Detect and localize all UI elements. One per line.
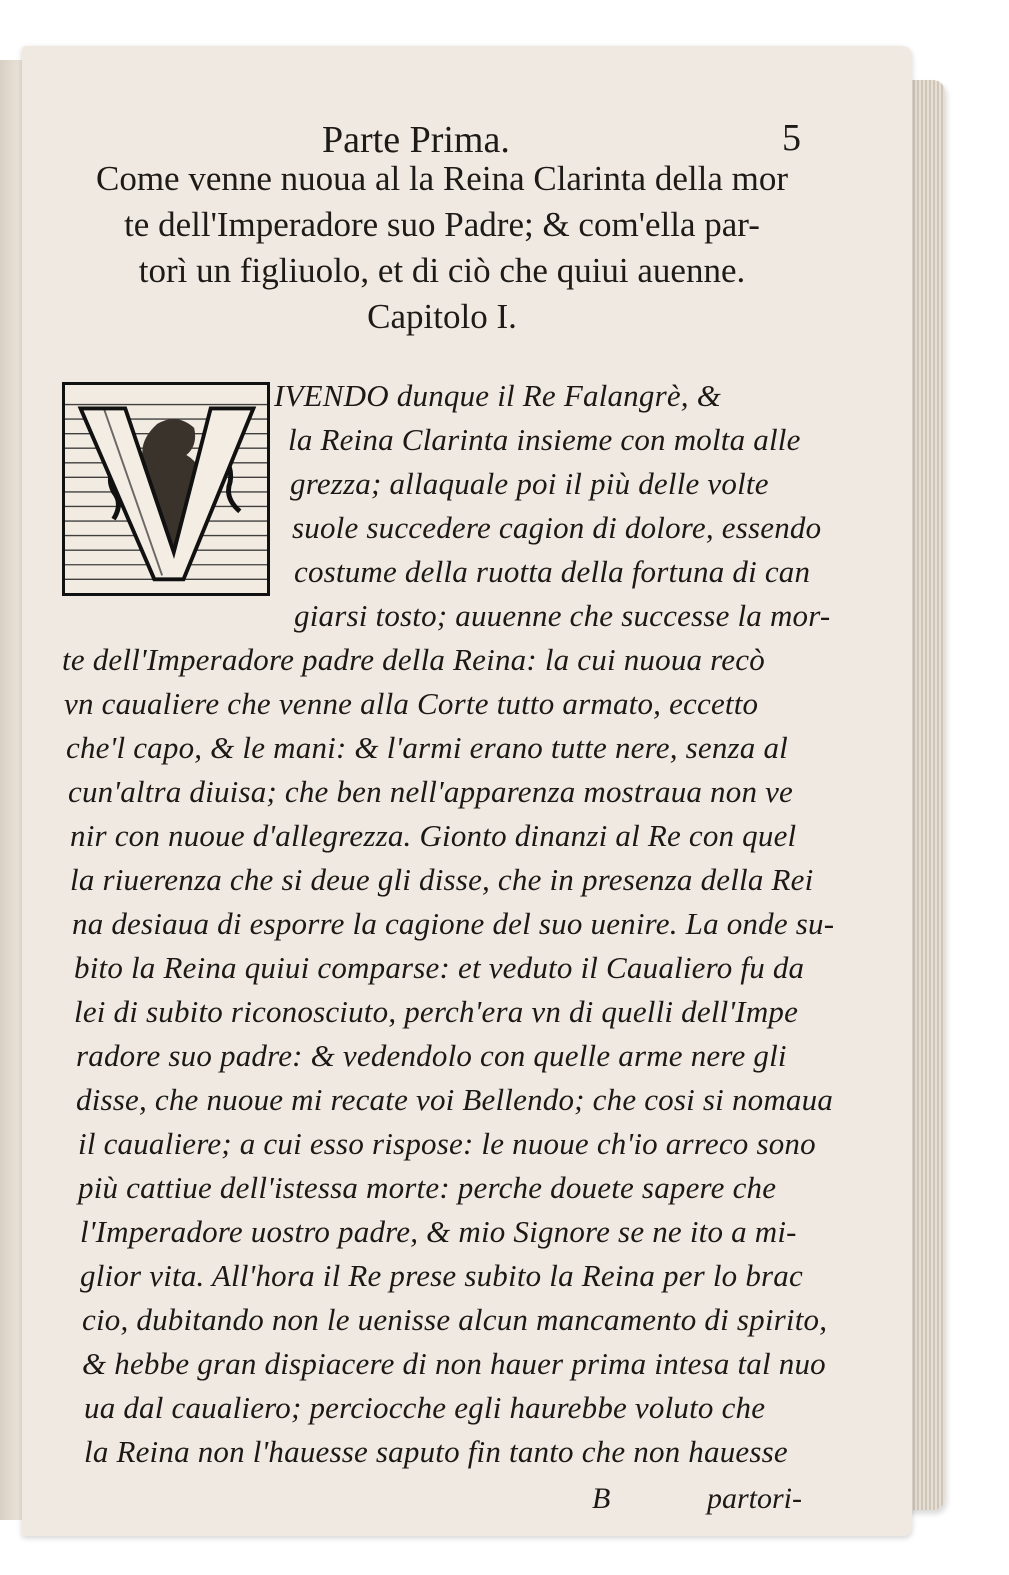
page-number: 5: [782, 117, 801, 159]
signature-mark: B: [592, 1482, 611, 1515]
text-line: la riuerenza che si deue gli disse, che in presenza della Rei: [70, 862, 814, 897]
decorated-initial: [62, 382, 270, 596]
chapter-heading-line: te dell'Imperadore suo Padre; & com'ella par-: [124, 205, 760, 244]
text-line: costume della ruotta della fortuna di can: [294, 554, 811, 589]
running-head: Parte Prima.: [322, 119, 510, 161]
facing-page-edge: [0, 60, 24, 1520]
text-line: giarsi tosto; auuenne che successe la mor-: [294, 598, 831, 633]
text-line: IVENDO dunque il Re Falangrè, &: [274, 378, 722, 413]
text-line: l'Imperadore uostro padre, & mio Signore se ne ito a mi-: [80, 1214, 797, 1249]
text-line: cun'altra diuisa; che ben nell'apparenza mostraua non ve: [68, 774, 794, 809]
chapter-heading: [52, 156, 832, 340]
chapter-number: Capitolo I.: [367, 297, 517, 336]
text-line: grezza; allaquale poi il più delle volte: [290, 466, 769, 501]
book-page: [22, 46, 912, 1536]
text-line: radore suo padre: & vedendolo con quelle arme nere gli: [76, 1038, 787, 1073]
text-line: lei di subito riconosciuto, perch'era vn di quelli dell'Impe: [74, 994, 799, 1029]
text-line: suole succedere cagion di dolore, essendo: [292, 510, 822, 545]
text-line: & hebbe gran dispiacere di non hauer prima intesa tal nuo: [82, 1346, 826, 1381]
text-line: il caualiere; a cui esso rispose: le nuoue ch'io arreco sono: [78, 1126, 816, 1161]
text-line: ua dal caualiero; perciocche egli haurebbe voluto che: [84, 1390, 766, 1425]
text-line: disse, che nuoue mi recate voi Bellendo; che cosi si nomaua: [76, 1082, 834, 1117]
catchword: partori-: [707, 1482, 803, 1515]
text-line: vn caualiere che venne alla Corte tutto armato, eccetto: [64, 686, 759, 721]
text-line: te dell'Imperadore padre della Reina: la cui nuoua recò: [62, 642, 765, 677]
text-line: la Reina non l'hauesse saputo fin tanto che non hauesse: [84, 1434, 788, 1469]
chapter-heading-line: torì un figliuolo, et di ciò che quiui auenne.: [138, 251, 746, 290]
woodcut-initial-icon: [65, 385, 267, 593]
text-line: cio, dubitando non le uenisse alcun mancamento di spirito,: [82, 1302, 828, 1337]
text-line: bito la Reina quiui comparse: et veduto il Caualiero fu da: [74, 950, 805, 985]
chapter-heading-line: Come venne nuoua al la Reina Clarinta della mor: [95, 159, 788, 198]
text-line: glior vita. All'hora il Re prese subito la Reina per lo brac: [80, 1258, 803, 1293]
text-line: più cattiue dell'istessa morte: perche douete sapere che: [78, 1170, 777, 1205]
text-line: che'l capo, & le mani: & l'armi erano tutte nere, senza al: [66, 730, 788, 765]
text-line: na desiaua di esporre la cagione del suo uenire. La onde su-: [72, 906, 835, 941]
text-line: nir con nuoue d'allegrezza. Gionto dinanzi al Re con quel: [70, 818, 797, 853]
text-line: la Reina Clarinta insieme con molta alle: [288, 422, 801, 457]
